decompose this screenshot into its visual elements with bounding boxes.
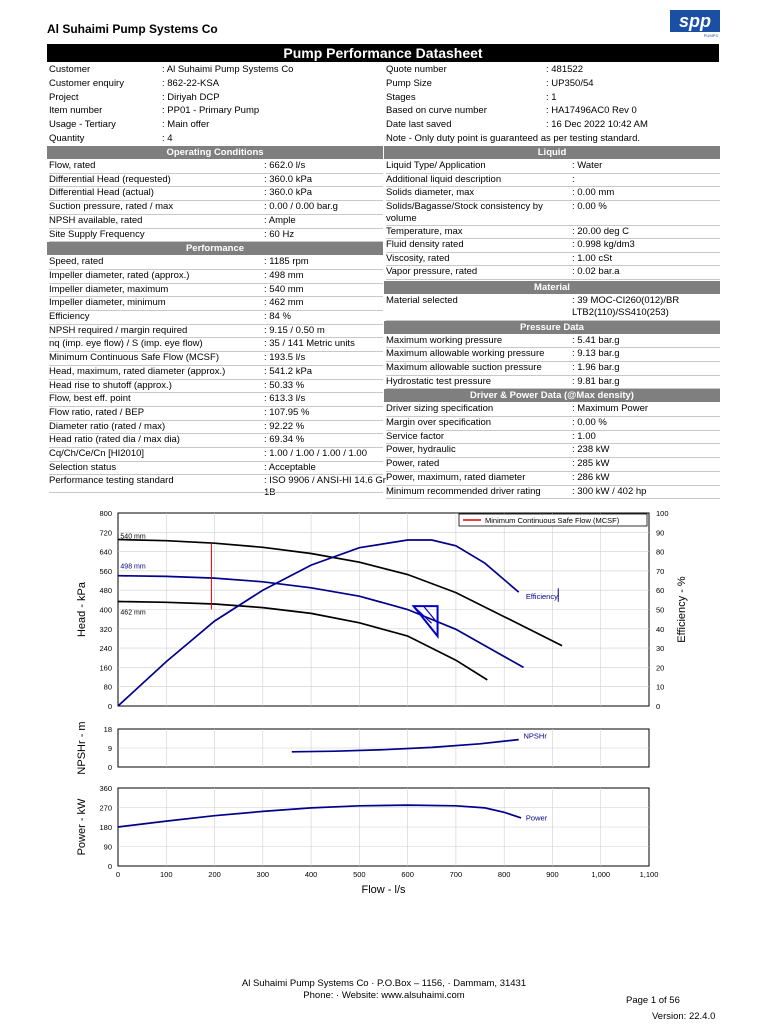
x-axis-label: Flow - l/s: [361, 884, 406, 896]
field-value: : 498 mm: [264, 269, 304, 281]
field-label: Maximum allowable suction pressure: [386, 361, 542, 373]
y-tick-label: 180: [99, 823, 112, 832]
field-value: : 39 MOC-CI260(012)/BR LTB2(110)/SS410(253): [572, 294, 680, 318]
logo-subtext: PUMPS: [703, 33, 718, 38]
series-line-npshr: [292, 740, 519, 752]
field-value: : 481522: [546, 64, 583, 75]
field-label: Service factor: [386, 430, 445, 442]
field-value: : 1.00: [572, 430, 596, 442]
section-header: Driver & Power Data (@Max density): [384, 389, 720, 402]
curve-label: 540 mm: [120, 533, 146, 541]
field-label: Diameter ratio (rated / max): [49, 420, 166, 432]
field-label: Head rise to shutoff (approx.): [49, 379, 172, 391]
x-tick-label: 600: [401, 870, 414, 879]
field-value: : 92.22 %: [264, 420, 305, 432]
x-tick-label: 200: [208, 870, 221, 879]
section-header: Material: [384, 281, 720, 294]
field-value: : HA17496AC0 Rev 0: [546, 105, 637, 117]
field-value: : 862-22-KSA: [162, 77, 220, 89]
field-label: Quantity: [49, 133, 85, 144]
field-label: Impeller diameter, minimum: [49, 297, 166, 309]
y-tick-label: 160: [99, 663, 112, 673]
y-tick-label: 480: [99, 586, 112, 596]
y-tick-label: 0: [107, 702, 112, 711]
legend-label: Minimum Continuous Safe Flow (MCSF): [485, 516, 620, 525]
field-label: Maximum allowable working pressure: [386, 348, 545, 360]
field-label: NPSH available, rated: [49, 214, 143, 226]
field-value: : Diriyah DCP: [162, 91, 220, 103]
field-label: Quote number: [386, 64, 447, 75]
field-value: : Maximum Power: [572, 403, 649, 415]
row-divider: [49, 492, 383, 493]
y-tick-label: 9: [107, 744, 112, 753]
x-tick-label: 400: [304, 870, 318, 879]
series-line-power: [118, 805, 521, 827]
y2-tick-label: 90: [656, 528, 665, 538]
field-label: Customer enquiry: [49, 77, 124, 89]
y-tick-label: 400: [99, 605, 112, 615]
field-value: : 662.0 l/s: [264, 160, 306, 171]
field-value: : 0.00 / 0.00 bar.g: [264, 201, 338, 213]
field-value: : Ample: [264, 214, 296, 226]
y-tick-label: 640: [99, 547, 112, 557]
field-label: Material selected: [386, 294, 458, 306]
footer-address: Al Suhaimi Pump Systems Co · P.O.Box – 1156, · Dammam, 31431: [241, 978, 527, 989]
field-label: Hydrostatic test pressure: [386, 375, 492, 387]
field-label: Flow, best eff. point: [49, 393, 131, 405]
section-header: Liquid: [384, 146, 720, 159]
field-value: : 0.00 mm: [572, 187, 615, 198]
field-value: : 60 Hz: [264, 228, 295, 240]
field-value: : 0.00 %: [572, 417, 607, 428]
field-label: Flow ratio, rated / BEP: [49, 406, 145, 418]
field-label: Power, rated: [386, 458, 440, 470]
y-axis-label: NPSHr - m: [76, 721, 88, 775]
section-header: Performance: [47, 242, 383, 255]
field-label: Liquid Type/ Application: [386, 160, 486, 171]
field-label: Impeller diameter, rated (approx.): [49, 269, 190, 281]
field-label: Head ratio (rated dia / max dia): [49, 434, 180, 446]
y-axis-label: Head - kPa: [76, 581, 88, 638]
field-value: : 0.02 bar.a: [572, 266, 620, 277]
field-value: : PP01 - Primary Pump: [162, 105, 260, 117]
datasheet-title: Pump Performance Datasheet: [47, 44, 719, 62]
y-tick-label: 320: [99, 624, 112, 634]
section-header: Pressure Data: [384, 321, 720, 334]
y-axis-label: Power - kW: [76, 798, 88, 856]
x-tick-label: 1,000: [591, 870, 611, 879]
curve-label: 498 mm: [120, 563, 146, 571]
field-value: : 4: [162, 133, 173, 144]
field-label: Temperature, max: [386, 225, 463, 237]
field-label: NPSH required / margin required: [49, 324, 188, 336]
y-tick-label: 90: [103, 842, 112, 852]
field-value: : 84 %: [264, 311, 291, 322]
field-value: : 462 mm: [264, 297, 304, 309]
y-tick-label: 360: [99, 784, 112, 793]
field-label: Minimum recommended driver rating: [386, 485, 541, 497]
field-value: : 0.00 %: [572, 200, 607, 212]
field-value: : 1185 rpm: [264, 256, 309, 268]
series-line-498-mm: [118, 576, 524, 668]
field-label: Head, maximum, rated diameter (approx.): [49, 365, 226, 377]
field-label: Driver sizing specification: [386, 403, 494, 415]
field-value: : 107.95 %: [264, 406, 310, 418]
y-tick-label: 0: [107, 763, 112, 772]
field-label: Margin over specification: [386, 417, 492, 428]
page-number: Page 1 of 56: [626, 995, 680, 1006]
field-label: Usage - Tertiary: [49, 119, 116, 131]
y-tick-label: 560: [99, 566, 112, 576]
field-label: Power, hydraulic: [386, 444, 456, 456]
field-value: : 9.81 bar.g: [572, 375, 620, 387]
series-line-efficiency: [118, 540, 519, 706]
field-label: Item number: [49, 105, 103, 117]
field-label: Differential Head (actual): [49, 187, 154, 199]
field-label: Selection status: [49, 461, 117, 473]
field-value: : 69.34 %: [264, 434, 305, 446]
field-value: : Water: [572, 160, 603, 171]
logo-text: spp: [678, 11, 712, 31]
field-label: Efficiency: [49, 311, 90, 322]
section-header: Operating Conditions: [47, 146, 383, 159]
field-value: : 9.13 bar.g: [572, 348, 620, 360]
field-value: : 50.33 %: [264, 379, 305, 391]
x-tick-label: 500: [353, 870, 366, 879]
x-tick-label: 800: [497, 870, 511, 879]
y2-tick-label: 0: [656, 702, 661, 711]
field-label: Viscosity, rated: [386, 252, 450, 264]
y2-tick-label: 40: [656, 624, 665, 634]
series-line-462-mm: [118, 602, 487, 680]
x-tick-label: 1,100: [639, 870, 659, 879]
field-value: : 1: [546, 91, 557, 103]
x-tick-label: 300: [256, 870, 270, 879]
y2-tick-label: 30: [656, 644, 665, 654]
y-tick-label: 270: [99, 803, 112, 813]
field-value: : 238 kW: [572, 444, 610, 456]
company-name: Al Suhaimi Pump Systems Co: [47, 22, 218, 36]
field-value: : 193.5 l/s: [264, 352, 306, 364]
field-label: Stages: [386, 91, 416, 103]
field-value: : 1.00 cSt: [572, 252, 613, 264]
field-label: Site Supply Frequency: [49, 228, 145, 240]
field-value: : 540 mm: [264, 283, 304, 295]
field-label: nq (imp. eye flow) / S (imp. eye flow): [49, 338, 203, 350]
field-value: : 360.0 kPa: [264, 187, 313, 199]
footer-contact: Phone: · Website: www.alsuhaimi.com: [303, 990, 465, 1001]
field-label: Date last saved: [386, 119, 452, 131]
field-value: : ISO 9906 / ANSI-HI 14.6 Gr 1B: [264, 475, 386, 499]
field-label: Fluid density rated: [386, 239, 464, 250]
y-tick-label: 80: [103, 682, 112, 692]
field-value: : 20.00 deg C: [572, 225, 630, 237]
field-label: Minimum Continuous Safe Flow (MCSF): [49, 352, 219, 364]
field-value: : 35 / 141 Metric units: [264, 338, 355, 350]
field-value: : 0.998 kg/dm3: [572, 239, 635, 250]
field-label: Pump Size: [386, 77, 432, 89]
field-label: Impeller diameter, maximum: [49, 283, 169, 295]
y2-tick-label: 100: [656, 509, 669, 518]
field-label: Solids diameter, max: [386, 187, 475, 198]
field-value: : 360.0 kPa: [264, 173, 313, 185]
performance-charts: [0, 500, 768, 900]
y-tick-label: 0: [107, 862, 112, 871]
version-label: Version: 22.4.0: [652, 1011, 716, 1022]
field-value: : UP350/54: [546, 77, 594, 89]
field-label: Customer: [49, 64, 91, 75]
field-label: Performance testing standard: [49, 475, 174, 487]
field-label: Note - Only duty point is guaranteed as per testing standard.: [386, 133, 641, 144]
field-value: : 1.96 bar.g: [572, 361, 620, 373]
x-tick-label: 100: [160, 870, 173, 879]
y-tick-label: 240: [99, 644, 112, 654]
y2-tick-label: 10: [656, 682, 665, 692]
field-label: Vapor pressure, rated: [386, 266, 478, 277]
field-label: Based on curve number: [386, 105, 487, 117]
field-label: Project: [49, 91, 79, 103]
field-value: : Main offer: [162, 119, 210, 131]
field-label: Solids/Bagasse/Stock consistency by volume: [386, 200, 543, 224]
field-value: : 541.2 kPa: [264, 365, 313, 377]
x-tick-label: 0: [115, 870, 121, 879]
y-tick-label: 18: [103, 725, 112, 734]
field-label: Maximum working pressure: [386, 334, 503, 346]
field-value: :: [572, 173, 575, 185]
field-value: : Acceptable: [264, 461, 316, 473]
field-value: : 5.41 bar.g: [572, 334, 620, 346]
x-tick-label: 700: [449, 870, 463, 879]
field-label: Cq/Ch/Ce/Cn [HI2010]: [49, 448, 145, 459]
field-value: : 285 kW: [572, 458, 610, 470]
curve-label-efficiency: Efficiency: [525, 591, 558, 601]
duty-point-hatch: [414, 606, 432, 623]
field-label: Flow, rated: [49, 160, 96, 171]
y-tick-label: 720: [99, 528, 112, 538]
field-value: : 1.00 / 1.00 / 1.00 / 1.00: [264, 448, 367, 459]
y2-axis-label: Efficiency - %: [676, 576, 688, 643]
y2-tick-label: 70: [656, 566, 665, 576]
field-value: : 300 kW / 402 hp: [572, 485, 647, 497]
field-value: : 613.3 l/s: [264, 393, 306, 405]
curve-label-npshr: NPSHr: [523, 731, 547, 741]
y2-tick-label: 50: [656, 605, 665, 615]
field-label: Speed, rated: [49, 256, 104, 268]
field-label: Differential Head (requested): [49, 173, 171, 185]
field-value: : 9.15 / 0.50 m: [264, 324, 325, 336]
curve-label: 462 mm: [120, 609, 146, 617]
y-tick-label: 800: [99, 509, 112, 518]
y2-tick-label: 20: [656, 663, 665, 673]
field-value: : 16 Dec 2022 10:42 AM: [546, 119, 648, 131]
curve-label-power: Power: [525, 813, 548, 823]
row-divider: [386, 279, 720, 280]
field-label: Additional liquid description: [386, 173, 502, 185]
field-label: Power, maximum, rated diameter: [386, 471, 526, 483]
spp-logo: [670, 10, 720, 38]
y2-tick-label: 80: [656, 547, 665, 557]
x-tick-label: 900: [546, 870, 559, 879]
field-value: : Al Suhaimi Pump Systems Co: [162, 64, 294, 75]
field-label: Suction pressure, rated / max: [49, 201, 174, 213]
y2-tick-label: 60: [656, 586, 665, 596]
field-value: : 286 kW: [572, 471, 610, 483]
